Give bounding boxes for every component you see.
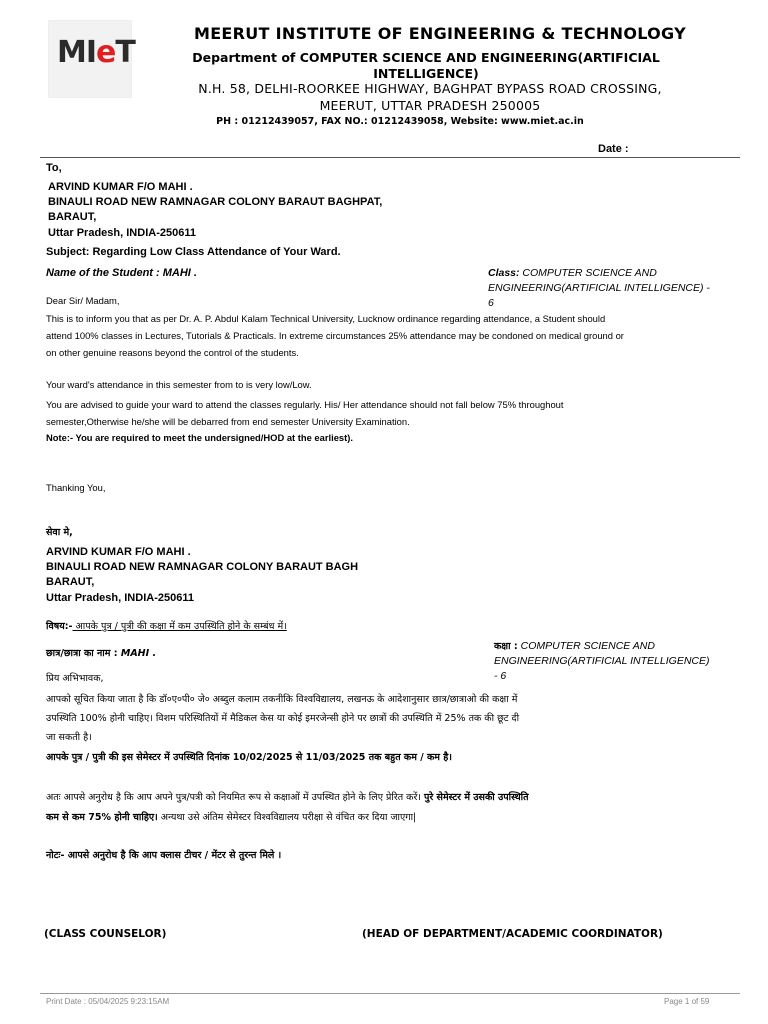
recipient-address: [48, 180, 382, 241]
address-line: Uttar Pradesh, INDIA-250611: [48, 227, 196, 239]
hindi-recipient-address: [46, 545, 358, 606]
footer-divider: [40, 993, 740, 994]
address-line: Uttar Pradesh, INDIA-250611: [46, 592, 194, 604]
address-line: BARAUT,: [46, 576, 95, 588]
logo-wordmark: MIeT: [57, 35, 135, 70]
thanks-line: Thanking You,: [46, 482, 106, 493]
contact-info: PH : 01212439057, FAX NO.: 01212439058, Website: www.miet.ac.in: [216, 116, 584, 127]
note-line: Note:- You are required to meet the undersigned/HOD at the earliest).: [46, 432, 353, 443]
class-label: Class:: [488, 267, 520, 279]
advice-paragraph: You are advised to guide your ward to attend the classes regularly. His/ Her attendance should not fall below 75% throughout semester,Otherwise he/she will be debarred from end semester University Examination.: [46, 399, 564, 427]
hindi-subject: विषय:- आपके पुत्र / पुत्री की कक्षा में कम उपस्थिति होने के सम्बंध में।: [46, 621, 287, 632]
hod-signature: (HEAD OF DEPARTMENT/ACADEMIC COORDINATOR): [362, 928, 663, 940]
class-semester: 6: [488, 297, 494, 309]
address-line: BINAULI ROAD NEW RAMNAGAR COLONY BARAUT BAGH: [46, 561, 359, 573]
class-counselor-signature: (CLASS COUNSELOR): [44, 928, 167, 940]
salutation: Dear Sir/ Madam,: [46, 295, 120, 306]
student-name: Name of the Student : MAHI .: [46, 267, 197, 279]
address-line: ARVIND KUMAR F/O MAHI .: [46, 546, 191, 558]
attendance-status: Your ward's attendance in this semester from to is very low/Low.: [46, 379, 312, 390]
address-line-1: N.H. 58, DELHI-ROORKEE HIGHWAY, BAGHPAT BYPASS ROAD CROSSING,: [198, 81, 662, 96]
hindi-note: नोटः- आपसे अनुरोध है कि आप क्लास टीचर / मेंटर से तुरन्त मिले ।: [46, 850, 282, 861]
date-label: Date :: [598, 143, 629, 155]
institute-address: [160, 80, 700, 114]
address-line: ARVIND KUMAR F/O MAHI .: [48, 181, 193, 193]
subject-line: Subject: Regarding Low Class Attendance of Your Ward.: [46, 246, 341, 258]
hindi-advice-paragraph: अतः आपसे अनुरोध है कि आप अपने पुत्र/पत्री को नियमित रूप से कक्षाओं में उपस्थित होने के लिए प्रेरित करें। पुरे सेमेस्टर में उसकी उपस्थिति कम से कम 75% होनी चाहिए। अन्यथा उसे अंतिम सेमेस्टर विश्वविद्यालय परीक्षा से वंचित कर दिया जाएगा|: [46, 792, 529, 823]
to-label: To,: [46, 162, 62, 174]
hindi-attendance-status: आपके पुत्र / पुत्री की इस सेमेस्टर में उपस्थिति दिनांक 10/02/2025 से 11/03/2025 तक बहुत कम / कम है।: [46, 752, 452, 763]
attendance-paragraph: This is to inform you that as per Dr. A. P. Abdul Kalam Technical University, Lucknow ordinance regarding attendance, a Student should attend 100% classes in Lectures, Tutorials & Practicals. In extreme circumstances 25% attendance may be condoned on medical ground or on other genuine reasons beyond the control of the students.: [46, 313, 624, 358]
header-divider: [40, 157, 740, 158]
page-number: Page 1 of 59: [664, 997, 710, 1006]
class-value: ENGINEERING(ARTIFICIAL INTELLIGENCE) -: [488, 282, 710, 294]
address-line-2: MEERUT, UTTAR PRADESH 250005: [319, 98, 541, 113]
hindi-class-label: कक्षा :: [494, 641, 518, 652]
institute-name: MEERUT INSTITUTE OF ENGINEERING & TECHNOLOGY: [193, 24, 687, 43]
address-line: BINAULI ROAD NEW RAMNAGAR COLONY BARAUT BAGHPAT,: [48, 196, 383, 208]
hindi-salutation: प्रिय अभिभावक,: [46, 673, 104, 684]
hindi-student-name: छात्र/छात्रा का नाम : MAHI .: [46, 648, 157, 659]
hindi-class-info: कक्षा : COMPUTER SCIENCE AND ENGINEERING(ARTIFICIAL INTELLIGENCE) - 6: [494, 639, 744, 684]
hindi-greeting: सेवा मे,: [46, 527, 73, 538]
class-value: ENGINEERING(ARTIFICIAL INTELLIGENCE): [494, 655, 710, 667]
department-name: Department of COMPUTER SCIENCE AND ENGINEERING(ARTIFICIAL INTELLIGENCE): [192, 50, 660, 81]
hindi-attendance-paragraph: आपको सूचित किया जाता है कि डॉ०ए०पी० जे० अब्दुल कलाम तकनीकि विश्वविद्यालय, लखनऊ के आदेशानुसार छात्र/छात्राओ की कक्षा में उपस्थिति 100% होनी चाहिए। विशम परिस्थितियों में मैडिकल केस या कोई इमरजेन्सी होने पर छात्रों की उपस्थिति में 25% तक की छूट दी जा सकती है।: [46, 694, 520, 743]
print-date: Print Date : 05/04/2025 9:23:15AM: [46, 997, 170, 1006]
class-semester: - 6: [494, 670, 507, 682]
address-line: BARAUT,: [48, 211, 97, 223]
class-info: Class: COMPUTER SCIENCE AND ENGINEERING(ARTIFICIAL INTELLIGENCE) - 6: [488, 266, 738, 311]
institute-logo: [48, 20, 135, 98]
